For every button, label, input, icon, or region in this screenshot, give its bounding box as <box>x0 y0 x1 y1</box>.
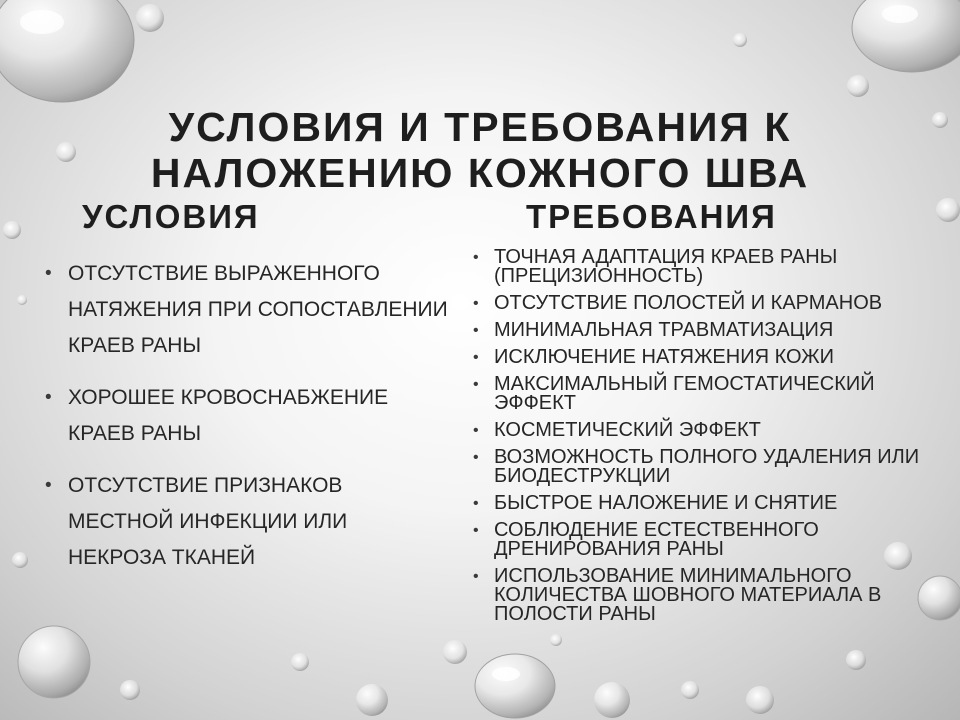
water-drop <box>936 198 960 222</box>
water-drop <box>550 634 562 646</box>
bullet-icon: • <box>473 376 479 393</box>
list-item <box>473 419 934 441</box>
water-drop <box>136 4 164 32</box>
bullet-icon: • <box>473 495 479 512</box>
list-item <box>473 346 934 368</box>
list-item <box>473 446 934 487</box>
bullet-icon: • <box>473 249 479 266</box>
list-item <box>45 468 448 576</box>
list-item-text: МИНИМАЛЬНАЯ ТРАВМАТИЗАЦИЯ <box>494 319 834 341</box>
bullet-icon: • <box>473 422 479 439</box>
bullet-icon: • <box>473 568 479 585</box>
list-item-text: ОТСУТСТВИЕ ПОЛОСТЕЙ И КАРМАНОВ <box>494 292 883 314</box>
list-item-text: ТОЧНАЯ АДАПТАЦИЯ КРАЕВ РАНЫ (ПРЕЦИЗИОННОСТЬ) <box>494 246 838 287</box>
bullet-icon: • <box>473 349 479 366</box>
bullet-icon: • <box>45 475 52 496</box>
conditions-list <box>45 256 448 592</box>
list-item <box>473 492 934 514</box>
water-drop <box>291 653 309 671</box>
bullet-icon: • <box>45 387 52 408</box>
list-item-text: ВОЗМОЖНОСТЬ ПОЛНОГО УДАЛЕНИЯ ИЛИ БИОДЕСТРУКЦИИ <box>494 446 920 487</box>
list-item <box>473 292 934 314</box>
water-drop <box>746 686 774 714</box>
list-item-text: ОТСУТСТВИЕ ВЫРАЖЕННОГО НАТЯЖЕНИЯ ПРИ СОПОСТАВЛЕНИИ КРАЕВ РАНЫ <box>68 262 448 357</box>
water-drop <box>17 295 27 305</box>
bullet-icon: • <box>473 449 479 466</box>
list-item <box>473 519 934 560</box>
slide-title: УСЛОВИЯ И ТРЕБОВАНИЯ К НАЛОЖЕНИЮ КОЖНОГО ШВА <box>150 104 810 196</box>
water-drop <box>356 684 388 716</box>
water-drop <box>3 221 21 239</box>
bullet-icon: • <box>473 295 479 312</box>
list-item-text: ОТСУТСТВИЕ ПРИЗНАКОВ МЕСТНОЙ ИНФЕКЦИИ ИЛИ НЕКРОЗА ТКАНЕЙ <box>68 474 348 569</box>
water-drop <box>12 552 28 568</box>
water-drop <box>594 682 630 718</box>
list-item-text: БЫСТРОЕ НАЛОЖЕНИЕ И СНЯТИЕ <box>494 492 838 514</box>
list-item <box>473 565 934 625</box>
water-drop <box>475 654 555 718</box>
bullet-icon: • <box>473 522 479 539</box>
list-item-text: МАКСИМАЛЬНЫЙ ГЕМОСТАТИЧЕСКИЙ ЭФФЕКТ <box>494 373 875 414</box>
bullet-icon: • <box>473 322 479 339</box>
list-item <box>473 373 934 414</box>
water-drop <box>846 650 866 670</box>
bullet-icon: • <box>45 263 52 284</box>
list-item <box>45 380 448 452</box>
requirements-list <box>473 246 934 632</box>
water-drop <box>120 680 140 700</box>
list-item-text: КОСМЕТИЧЕСКИЙ ЭФФЕКТ <box>494 419 761 441</box>
list-item <box>45 256 448 364</box>
list-item-text: ИСКЛЮЧЕНИЕ НАТЯЖЕНИЯ КОЖИ <box>494 346 834 368</box>
water-drop <box>733 33 747 47</box>
water-drop <box>18 626 90 698</box>
list-item-text: ИСПОЛЬЗОВАНИЕ МИНИМАЛЬНОГО КОЛИЧЕСТВА ШОВНОГО МАТЕРИАЛА В ПОЛОСТИ РАНЫ <box>494 565 882 625</box>
list-item-text: ХОРОШЕЕ КРОВОСНАБЖЕНИЕ КРАЕВ РАНЫ <box>68 386 389 445</box>
water-drop <box>681 681 699 699</box>
water-drop <box>932 112 948 128</box>
water-drop <box>443 640 467 664</box>
list-item-text: СОБЛЮДЕНИЕ ЕСТЕСТВЕННОГО ДРЕНИРОВАНИЯ РАНЫ <box>494 519 819 560</box>
conditions-heading: УСЛОВИЯ <box>82 198 260 235</box>
water-drop <box>847 75 869 97</box>
requirements-heading: ТРЕБОВАНИЯ <box>526 198 777 235</box>
list-item <box>473 319 934 341</box>
list-item <box>473 246 934 287</box>
water-drop <box>0 0 134 102</box>
